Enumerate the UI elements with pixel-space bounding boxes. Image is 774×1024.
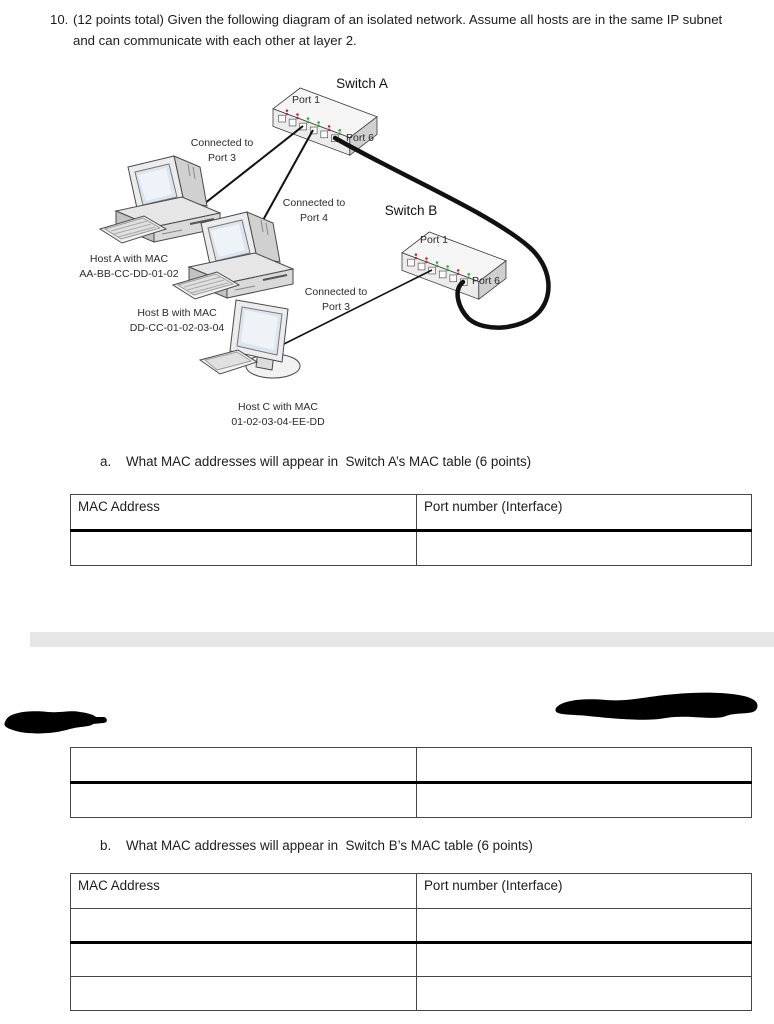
- answer-cell-mac[interactable]: [71, 531, 417, 566]
- host-b-caption: Host B with MAC DD-CC-01-02-03-04: [102, 306, 252, 336]
- table-row: [71, 748, 752, 783]
- table-row: [71, 783, 752, 818]
- question-a-letter: a.: [100, 454, 112, 469]
- switch-a-mac-table-continued: [70, 747, 752, 818]
- switch-b-graphic: [402, 232, 506, 299]
- answer-cell-port[interactable]: [417, 943, 752, 977]
- question-a: [100, 454, 531, 469]
- switch-a-port6-label: Port 6: [346, 132, 375, 144]
- answer-cell-mac[interactable]: [71, 943, 417, 977]
- switch-a-table-header-mac: MAC Address: [71, 495, 417, 531]
- page-break-bar: [30, 632, 774, 647]
- question-b: [100, 838, 533, 853]
- table-row: [71, 943, 752, 977]
- switch-a-table-header-port: Port number (Interface): [417, 495, 752, 531]
- answer-cell-port[interactable]: [417, 783, 752, 818]
- table-row: [71, 531, 752, 566]
- switch-b-port1-label: Port 1: [420, 234, 449, 246]
- host-c-connection-label: Connected to Port 3: [304, 286, 368, 314]
- answer-cell-port[interactable]: [417, 531, 752, 566]
- switch-b-table-header-mac: MAC Address: [71, 874, 417, 909]
- host-b-mac: DD-CC-01-02-03-04: [129, 322, 225, 335]
- question-b-text: What MAC addresses will appear in Switch B’s MAC table (6 points): [126, 838, 533, 853]
- ink-redaction-right: [548, 686, 766, 730]
- question-b-letter: b.: [100, 838, 112, 853]
- question-a-text: What MAC addresses will appear in Switch A’s MAC table (6 points): [126, 454, 532, 469]
- ink-redaction-left: [0, 704, 118, 740]
- table-row: [71, 909, 752, 943]
- answer-cell-mac[interactable]: [71, 748, 417, 783]
- host-b-connection-label: Connected to Port 4: [282, 197, 346, 225]
- switch-a-name-label: Switch A: [336, 76, 388, 91]
- answer-cell-mac[interactable]: [71, 909, 417, 943]
- question-10: [50, 9, 750, 52]
- host-c-mac: 01-02-03-04-EE-DD: [231, 416, 325, 429]
- table-row: [71, 977, 752, 1011]
- answer-cell-port[interactable]: [417, 977, 752, 1011]
- answer-cell-port[interactable]: [417, 909, 752, 943]
- answer-cell-mac[interactable]: [71, 977, 417, 1011]
- switch-b-mac-table: [70, 873, 752, 1011]
- switch-a-mac-table: [70, 494, 752, 566]
- host-a-caption: Host A with MAC AA-BB-CC-DD-01-02: [54, 252, 204, 282]
- host-c-caption: Host C with MAC 01-02-03-04-EE-DD: [203, 400, 353, 430]
- switch-a-graphic: [273, 88, 377, 155]
- switch-b-table-header-port: Port number (Interface): [417, 874, 752, 909]
- switch-a-port1-label: Port 1: [292, 94, 321, 106]
- answer-cell-port[interactable]: [417, 748, 752, 783]
- switch-b-port6-label: Port 6: [472, 275, 501, 287]
- question-number: 10.: [50, 12, 69, 27]
- host-a-connection-label: Connected to Port 3: [190, 137, 254, 165]
- host-a-mac: AA-BB-CC-DD-01-02: [79, 268, 179, 281]
- switch-b-name-label: Switch B: [384, 203, 438, 218]
- answer-cell-mac[interactable]: [71, 783, 417, 818]
- question-text: (12 points total) Given the following diagram of an isolated network. Assume all hosts are in the same IP subnet and can communicate with each other at layer 2.: [73, 12, 726, 49]
